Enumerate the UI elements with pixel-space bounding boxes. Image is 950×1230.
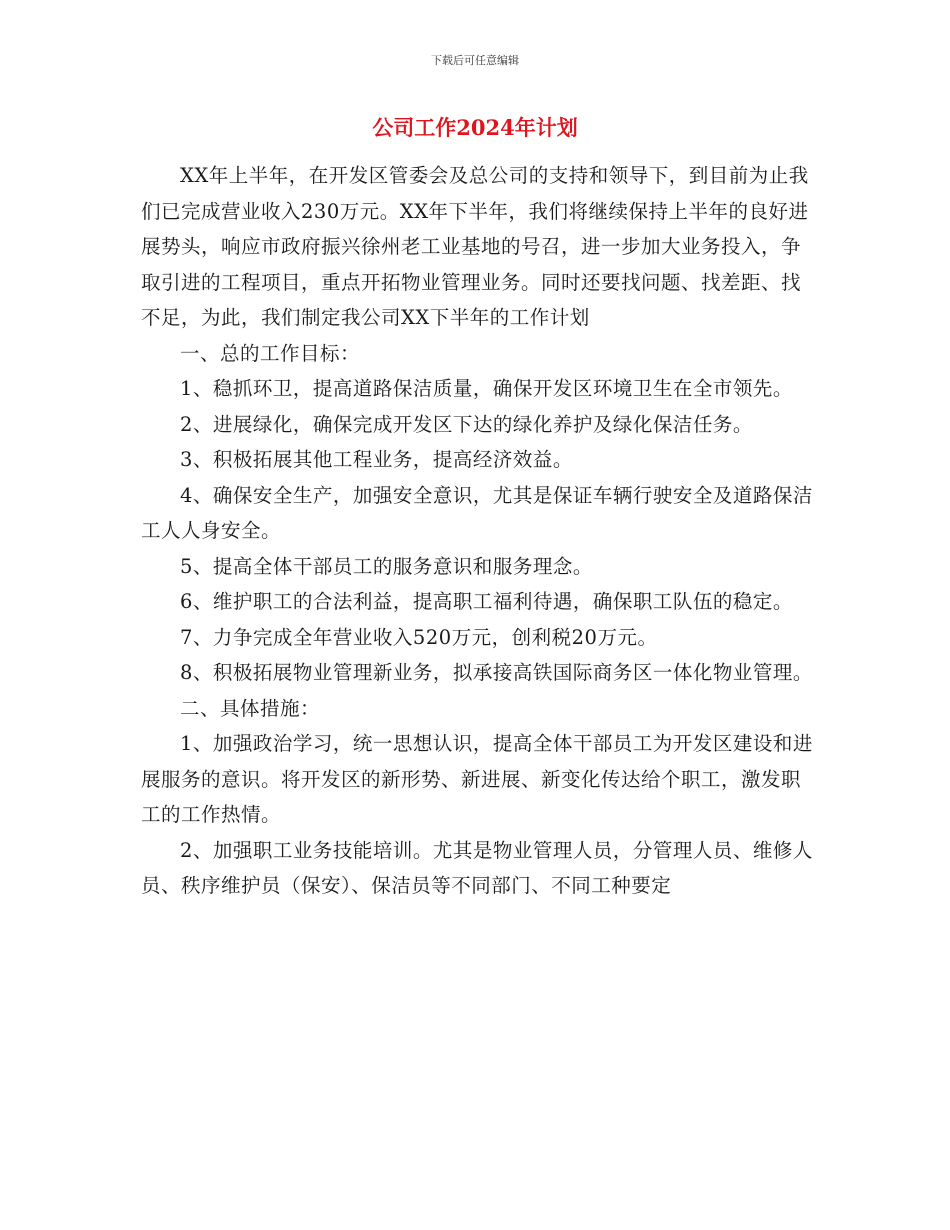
goal-item: 7、力争完成全年营业收入520万元，创利税20万元。 xyxy=(180,625,658,649)
goal-item: 3、积极拓展其他工程业务，提高经济效益。 xyxy=(180,448,573,471)
document-body xyxy=(141,158,813,904)
measure-item: 2、加强职工业务技能培训。尤其是物业管理人员，分管理人员、维修人员、秩序维护员（保安）、保洁员等不同部门、不同工种要定 xyxy=(141,838,813,897)
header-note: 下载后可任意编辑 xyxy=(431,54,519,67)
goal-item: 8、积极拓展物业管理新业务，拟承接高铁国际商务区一体化物业管理。 xyxy=(180,661,813,684)
section-heading-measures: 二、具体措施： xyxy=(180,696,321,720)
paragraph-intro: XX年上半年，在开发区管委会及总公司的支持和领导下，到目前为止我们已完成营业收入230万元。XX年下半年，我们将继续保持上半年的良好进展势头，响应市政府振兴徐州老工业基地的号召，进一步加大业务投入，争取引进的工程项目，重点开拓物业管理业务。同时还要找问题、找差距、找不足，为此，我们制定我公司XX下半年的工作计划 xyxy=(141,164,809,329)
goal-item: 4、确保安全生产，加强安全意识，尤其是保证车辆行驶安全及道路保洁工人人身安全。 xyxy=(141,483,813,542)
measure-item: 1、加强政治学习，统一思想认识，提高全体干部员工为开发区建设和进展服务的意识。将开发区的新形势、新进展、新变化传达给个职工，激发职工的工作热情。 xyxy=(141,732,813,826)
goal-item: 6、维护职工的合法利益，提高职工福利待遇，确保职工队伍的稳定。 xyxy=(180,590,793,613)
goal-item: 5、提高全体干部员工的服务意识和服务理念。 xyxy=(180,554,593,578)
goal-item: 2、进展绿化，确保完成开发区下达的绿化养护及绿化保洁任务。 xyxy=(180,412,753,436)
section-heading-goals: 一、总的工作目标： xyxy=(180,341,361,365)
goal-item: 1、稳抓环卫，提高道路保洁质量，确保开发区环境卫生在全市领先。 xyxy=(180,377,793,400)
document-title: 公司工作2024年计划 xyxy=(372,115,578,140)
